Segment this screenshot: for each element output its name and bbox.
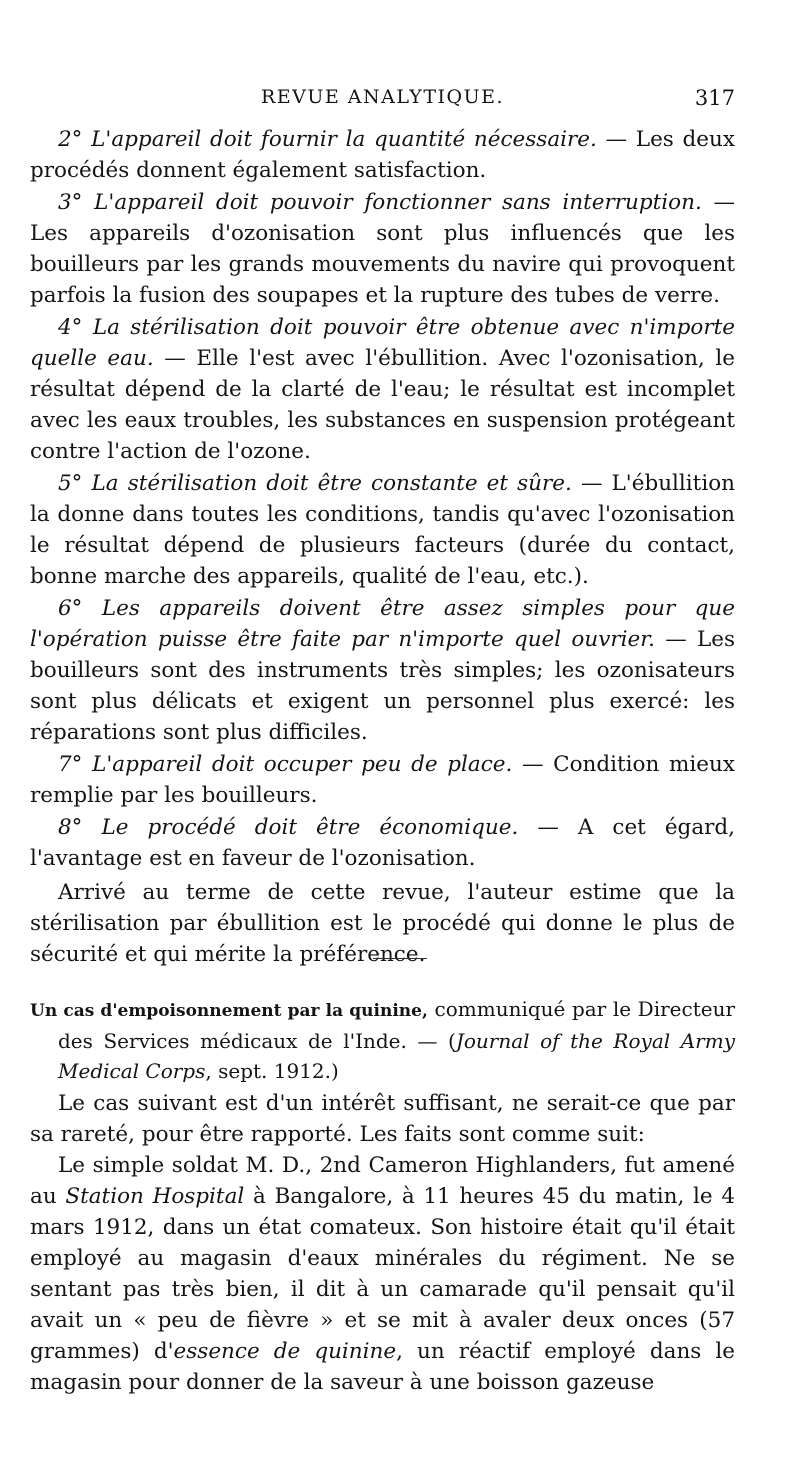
note-header: Un cas d'empoisonnement par la quinine, communiqué par le Directeur des Services médicaux de l'Inde. — (Journal of the Royal Army Medical Corps, sept. 1912.) xyxy=(30,997,736,1083)
note-paragraph: Le cas suivant est d'un intérêt suffisant, ne serait-ce que par sa rareté, pour être rapporté. Les faits sont comme suit: xyxy=(30,1091,735,1147)
condition-item: 6° Les appareils doivent être assez simples pour que l'opération puisse être faite par n'importe quel ouvrier. — Les bouilleurs sont des instruments très simples; les ozonisateurs sont plus délicats et exigent un personnel plus exercé: les réparations sont plus difficiles. xyxy=(30,596,735,745)
running-title: REVUE ANALYTIQUE. xyxy=(260,86,504,108)
condition-item: 3° L'appareil doit pouvoir fonctionner sans interruption. — Les appareils d'ozonisation sont plus influencés que les bouilleurs par les grands mouvements du navire qui provoquent parfois la fusion des soupapes et la rupture des tubes de verre. xyxy=(30,190,735,308)
note-paragraph: Le simple soldat M. D., 2nd Cameron Highlanders, fut amené au Station Hospital à Bangalore, à 11 heures 45 du matin, le 4 mars 1912, dans un état comateux. Son histoire était qu'il était employé au magasin d'eaux minérales du régiment. Ne se sentant pas très bien, il dit à un camarade qu'il pensait qu'il avait un « peu de fièvre » et se mit à avaler deux onces (57 grammes) d'essence de quinine, un réactif employé dans le magasin pour donner de la saveur à une boisson gazeuse xyxy=(30,1153,736,1395)
condition-item: 7° L'appareil doit occuper peu de place. — Condition mieux remplie par les bouilleurs. xyxy=(30,752,735,808)
condition-item: 8° Le procédé doit être économique. — A cet égard, l'avantage est en faveur de l'ozonisation. xyxy=(30,815,736,871)
conditions-list xyxy=(30,124,735,970)
journal-title: Journal of the Royal Army Medical Corps xyxy=(58,1029,735,1083)
condition-item: 5° La stérilisation doit être constante et sûre. — L'ébullition la donne dans toutes les conditions, tandis qu'avec l'ozonisation le résultat dépend de plusieurs facteurs (durée du contact, bonne marche des appareils, qualité de l'eau, etc.). xyxy=(30,471,735,589)
conclusion-paragraph: Arrivé au terme de cette revue, l'auteur estime que la stérilisation par ébullition est le procédé qui donne le plus de sécurité et qui mérite la préférence. xyxy=(30,880,735,967)
note-section xyxy=(30,994,735,1398)
page-number: 317 xyxy=(694,86,735,110)
condition-item: 2° L'appareil doit fournir la quantité nécessaire. — Les deux procédés donnent également satisfaction. xyxy=(30,127,735,183)
page-header xyxy=(30,86,735,116)
condition-item: 4° La stérilisation doit pouvoir être obtenue avec n'importe quelle eau. — Elle l'est avec l'ébullition. Avec l'ozonisation, le résultat dépend de la clarté de l'eau; le résultat est incomplet avec les eaux troubles, les substances en suspension protégeant contre l'action de l'ozone. xyxy=(30,315,735,464)
section-divider xyxy=(373,958,427,959)
note-heading: Un cas d'empoisonnement par la quinine, xyxy=(30,1001,428,1021)
